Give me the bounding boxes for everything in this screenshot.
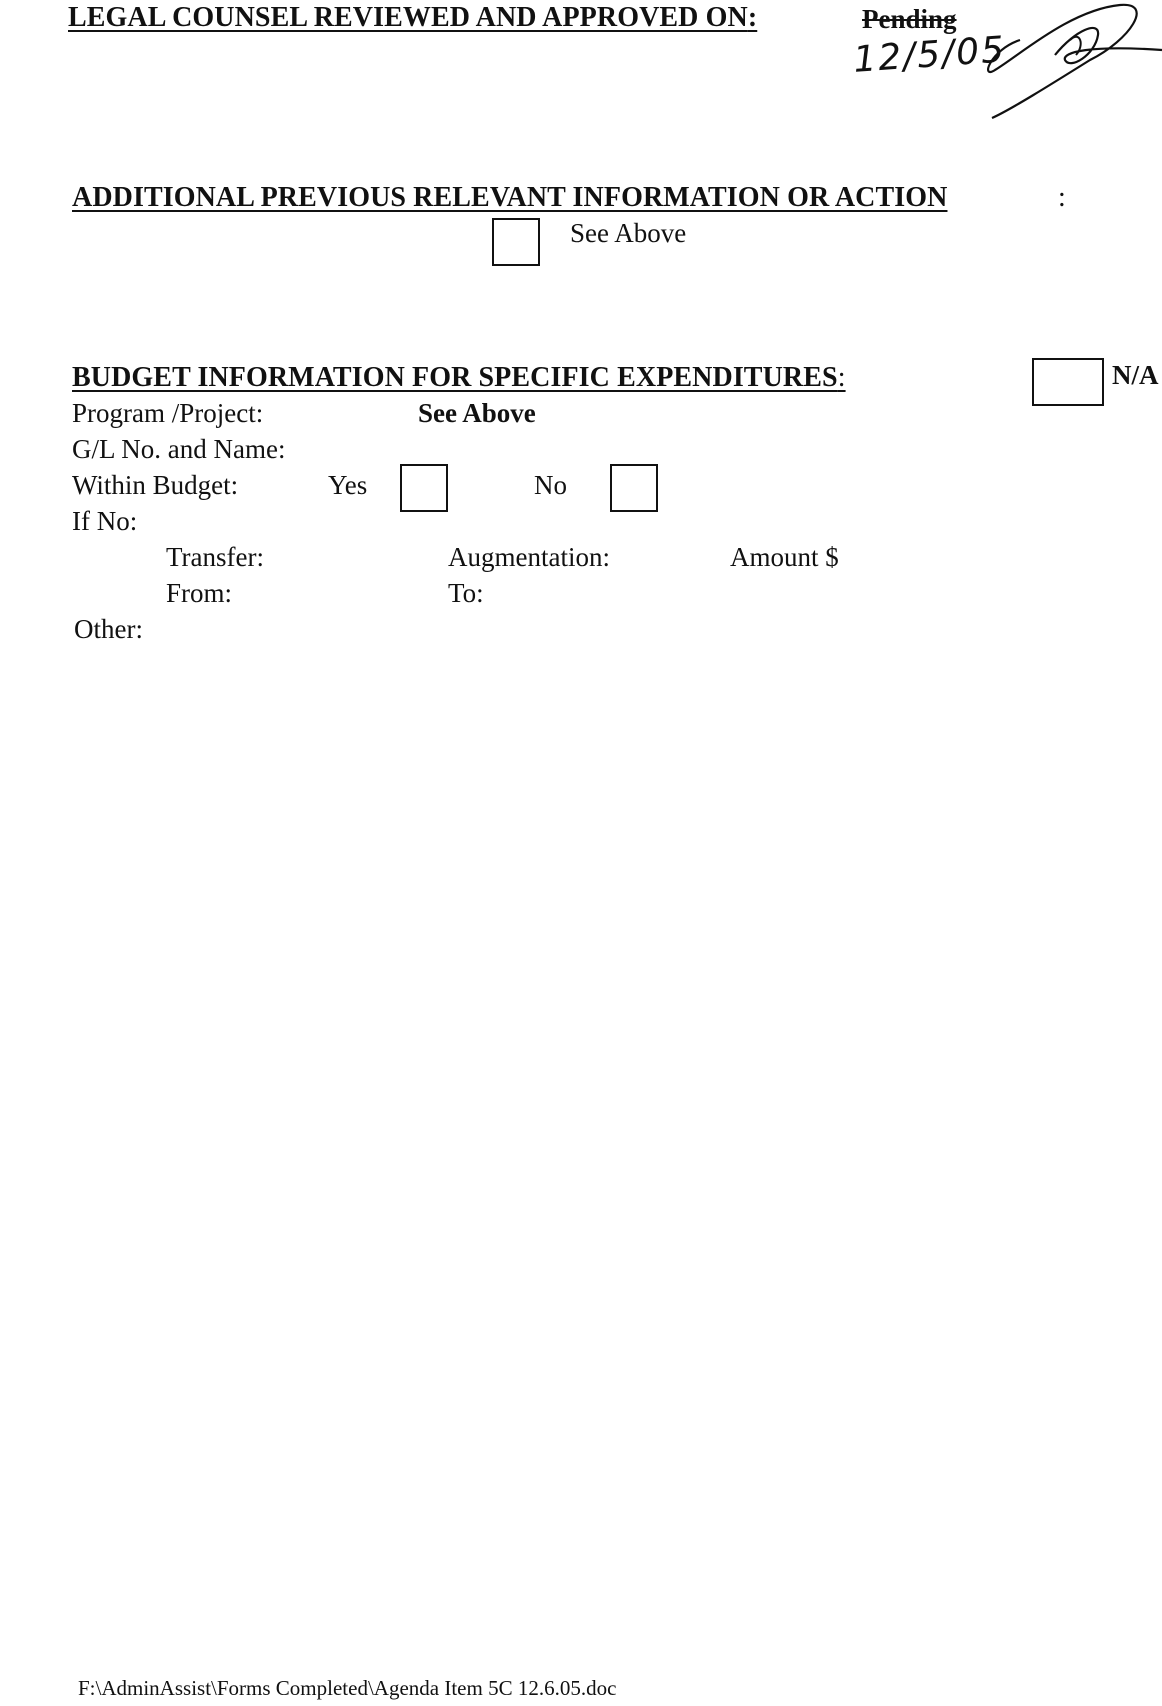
additional-info-heading: [72, 182, 947, 214]
within-budget-no-checkbox[interactable]: [610, 464, 658, 512]
other-label: Other:: [74, 614, 143, 644]
amount-label: Amount $: [730, 542, 839, 572]
within-budget-yes-checkbox[interactable]: [400, 464, 448, 512]
na-label: N/A: [1112, 360, 1159, 390]
augmentation-label: Augmentation:: [448, 542, 610, 572]
additional-info-heading-colon: :: [1058, 182, 1066, 213]
within-budget-label: Within Budget:: [72, 470, 239, 500]
legal-counsel-heading-colon: :: [747, 2, 758, 33]
see-above-checkbox[interactable]: [492, 218, 540, 266]
program-project-value: See Above: [418, 398, 536, 428]
transfer-label: Transfer:: [166, 542, 264, 572]
from-label: From:: [166, 578, 233, 608]
handwritten-approval-date: 12/5/05: [852, 29, 1008, 81]
no-label: No: [534, 470, 567, 500]
na-checkbox[interactable]: [1032, 358, 1104, 406]
additional-info-heading-text: ADDITIONAL PREVIOUS RELEVANT INFORMATION OR ACTION: [72, 182, 948, 213]
legal-counsel-heading-text: LEGAL COUNSEL REVIEWED AND APPROVED ON: [68, 2, 748, 33]
yes-label: Yes: [328, 470, 368, 500]
signature-mark: [980, 0, 1162, 125]
if-no-label: If No:: [72, 506, 138, 536]
legal-counsel-heading: [68, 2, 757, 34]
to-label: To:: [448, 578, 484, 608]
see-above-label: See Above: [570, 218, 687, 248]
pending-status-struck: Pending: [862, 4, 957, 34]
budget-heading-colon: :: [837, 362, 846, 393]
gl-number-label: G/L No. and Name:: [72, 434, 286, 464]
footer-file-path: F:\AdminAssist\Forms Completed\Agenda Item 5C 12.6.05.doc: [78, 1676, 617, 1700]
budget-heading: [72, 362, 846, 394]
program-project-label: Program /Project:: [72, 398, 264, 428]
budget-heading-text: BUDGET INFORMATION FOR SPECIFIC EXPENDITURES: [72, 362, 838, 393]
